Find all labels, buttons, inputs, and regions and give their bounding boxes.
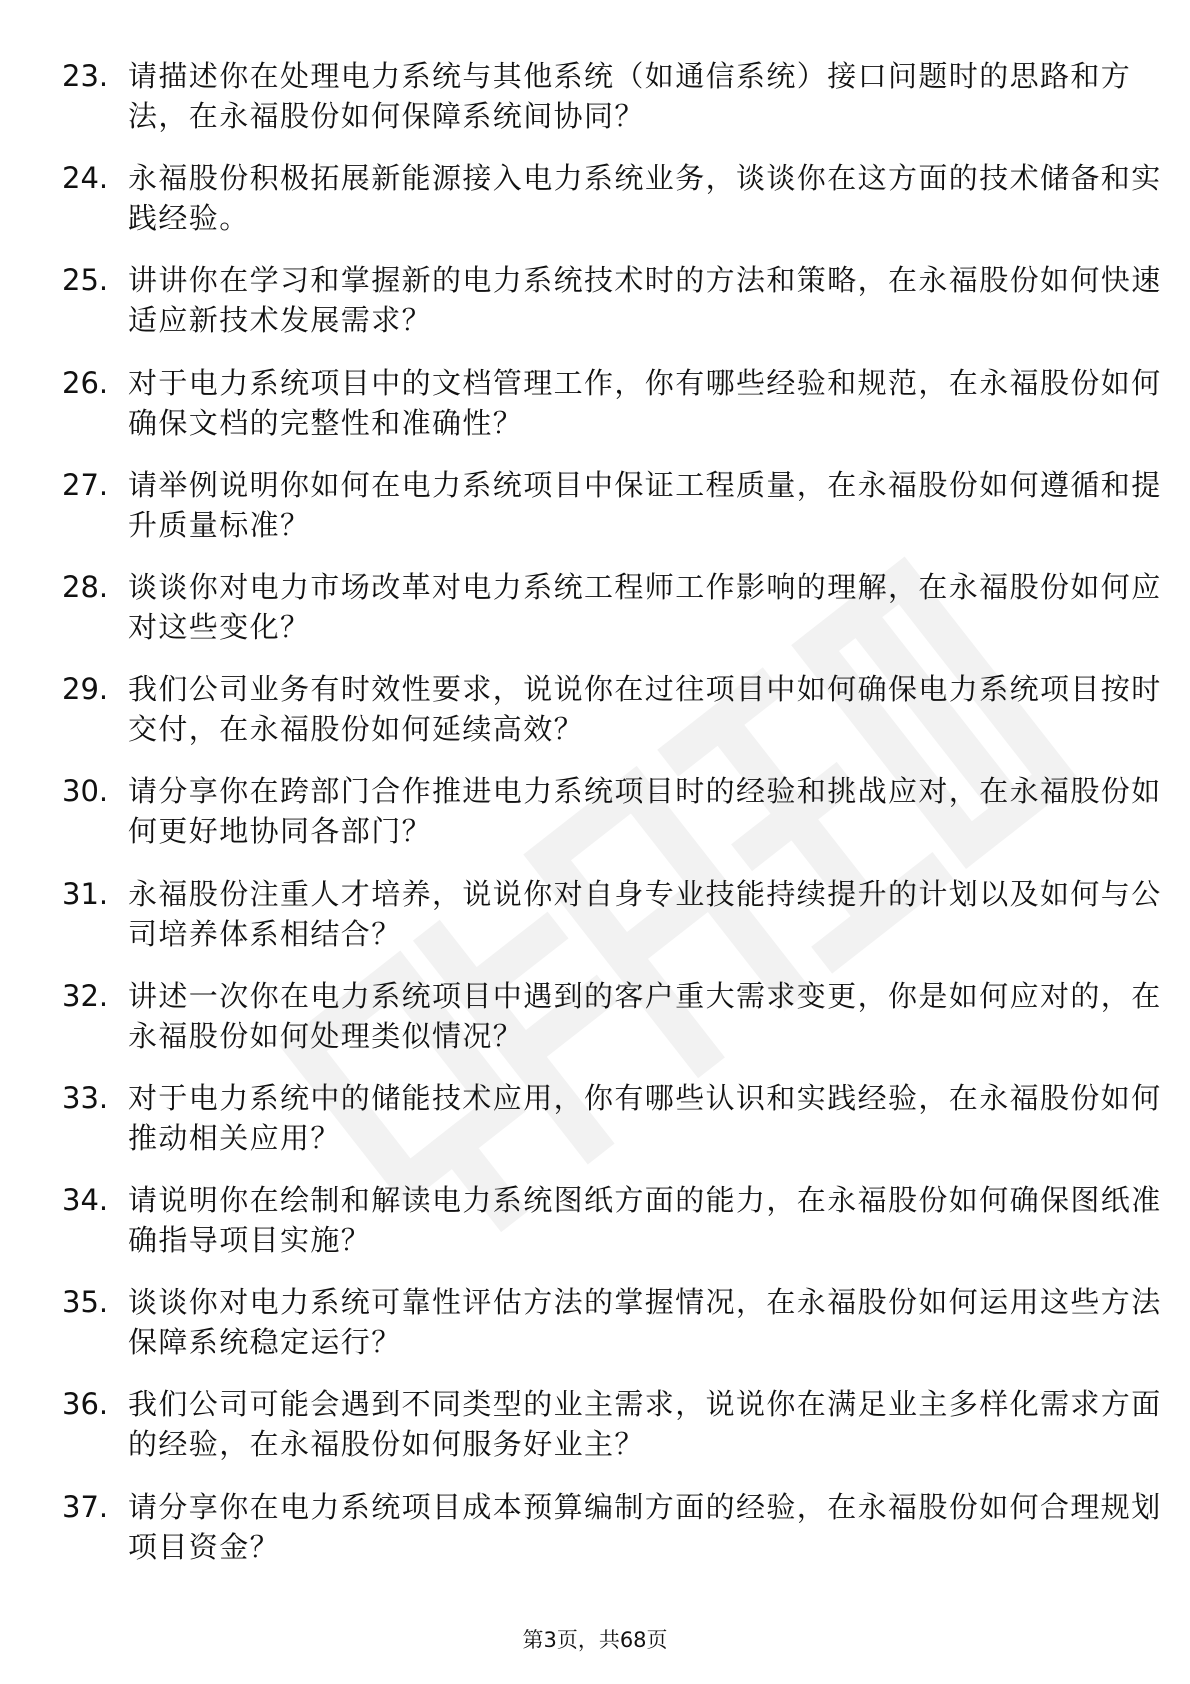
question-item (62, 771, 1162, 873)
question-item (62, 363, 1162, 465)
question-item (62, 976, 1162, 1078)
question-text: 请分享你在跨部门合作推进电力系统项目时的经验和挑战应对，在永福股份如何更好地协同各部门？ (128, 774, 1162, 849)
question-text: 对于电力系统中的储能技术应用，你有哪些认识和实践经验，在永福股份如何推动相关应用？ (128, 1080, 1162, 1155)
question-text: 请说明你在绘制和解读电力系统图纸方面的能力，在永福股份如何确保图纸准确指导项目实施？ (128, 1183, 1162, 1258)
question-item (62, 1180, 1162, 1282)
question-number: 24. (62, 161, 109, 196)
question-text: 谈谈你对电力系统可靠性评估方法的掌握情况，在永福股份如何运用这些方法保障系统稳定运行？ (128, 1285, 1162, 1360)
question-text: 讲讲你在学习和掌握新的电力系统技术时的方法和策略，在永福股份如何快速适应新技术发展需求？ (128, 263, 1162, 338)
question-text: 讲述一次你在电力系统项目中遇到的客户重大需求变更，你是如何应对的，在永福股份如何处理类似情况？ (128, 978, 1162, 1053)
question-number: 23. (62, 59, 109, 93)
question-text: 谈谈你对电力市场改革对电力系统工程师工作影响的理解，在永福股份如何应对这些变化？ (128, 569, 1162, 644)
question-number: 32. (62, 978, 109, 1013)
question-number: 33. (62, 1080, 109, 1115)
question-number: 31. (62, 876, 109, 911)
question-item (62, 260, 1162, 362)
question-item (62, 56, 1132, 158)
question-text: 请描述你在处理电力系统与其他系统（如通信系统）接口问题时的思路和方法，在永福股份如何保障系统间协同？ (128, 59, 1132, 133)
question-item (62, 158, 1162, 260)
question-item (62, 1384, 1162, 1486)
question-number: 26. (62, 365, 109, 400)
question-number: 25. (62, 263, 109, 298)
question-list (62, 56, 1162, 1589)
question-item (62, 1282, 1162, 1384)
question-text: 永福股份注重人才培养，说说你对自身专业技能持续提升的计划以及如何与公司培养体系相结合？ (128, 876, 1162, 951)
question-number: 30. (62, 774, 109, 809)
question-text: 我们公司可能会遇到不同类型的业主需求，说说你在满足业主多样化需求方面的经验，在永福股份如何服务好业主？ (128, 1387, 1162, 1462)
question-item (62, 1078, 1162, 1180)
page-footer (0, 1626, 1190, 1654)
question-text: 对于电力系统项目中的文档管理工作，你有哪些经验和规范，在永福股份如何确保文档的完整性和准确性？ (128, 365, 1162, 440)
question-number: 36. (62, 1387, 109, 1422)
question-text: 请分享你在电力系统项目成本预算编制方面的经验，在永福股份如何合理规划项目资金？ (128, 1489, 1162, 1564)
question-item (62, 669, 1162, 771)
question-item (62, 874, 1162, 976)
page-number-label: 第3页，共68页 (522, 1628, 668, 1652)
question-text: 请举例说明你如何在电力系统项目中保证工程质量，在永福股份如何遵循和提升质量标准？ (128, 467, 1162, 542)
question-number: 37. (62, 1489, 109, 1524)
question-text: 永福股份积极拓展新能源接入电力系统业务，谈谈你在这方面的技术储备和实践经验。 (128, 161, 1162, 236)
question-item (62, 1487, 1162, 1589)
question-number: 34. (62, 1183, 109, 1218)
question-number: 35. (62, 1285, 109, 1320)
question-item (62, 465, 1162, 567)
question-number: 27. (62, 467, 109, 502)
question-number: 29. (62, 672, 109, 707)
question-number: 28. (62, 569, 109, 604)
question-text: 我们公司业务有时效性要求，说说你在过往项目中如何确保电力系统项目按时交付，在永福股份如何延续高效？ (128, 672, 1162, 747)
question-item (62, 567, 1162, 669)
